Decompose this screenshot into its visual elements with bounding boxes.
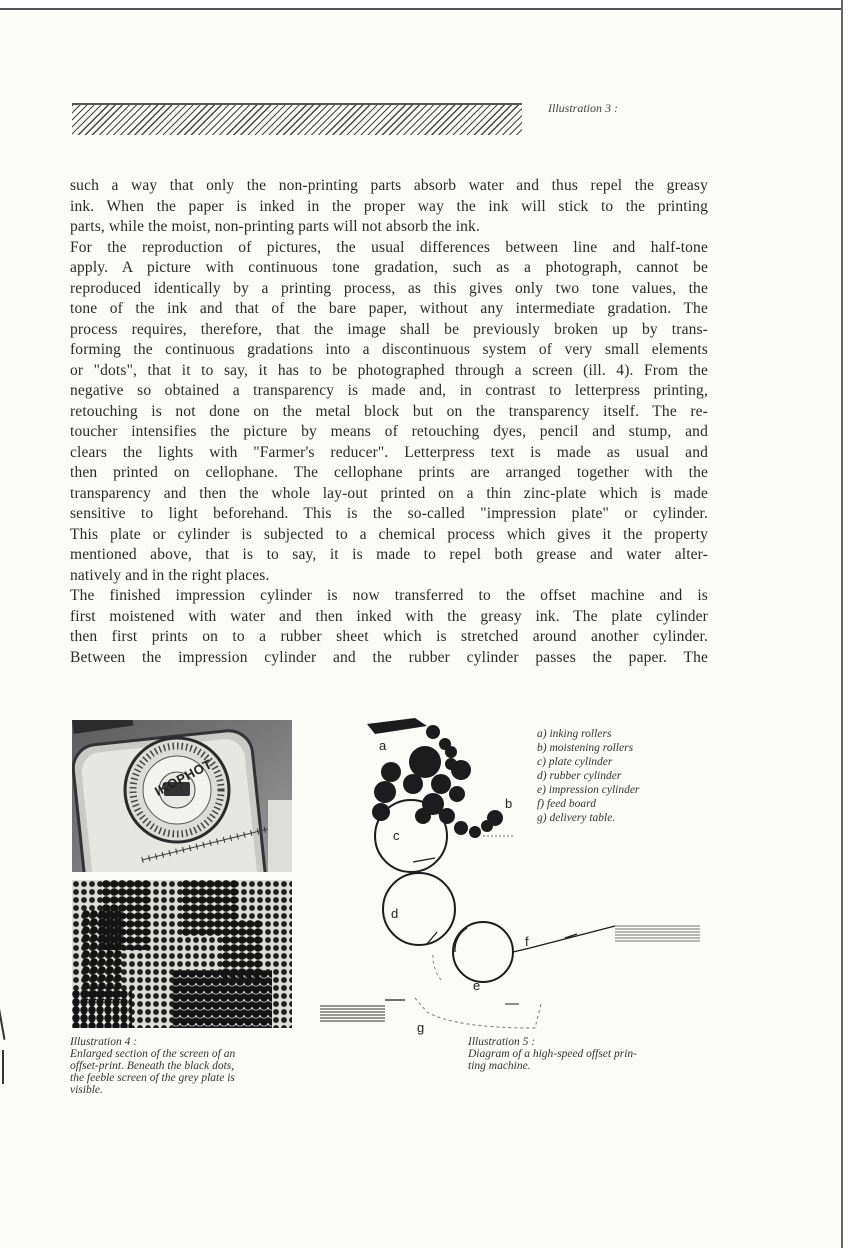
body-line: clears the lights with "Farmer's reducer". Letterpress text is made as usual and: [70, 443, 708, 461]
margin-mark: [0, 1000, 5, 1040]
body-line: such a way that only the non-printing parts absorb water and thus repel the greasy: [70, 177, 708, 194]
body-line: This plate or cylinder is subjected to a chemical process which gives it the property: [70, 525, 708, 543]
body-line: negative so obtained a transparency is made and, in contrast to letterpress printing,: [70, 382, 708, 399]
body-line: Between the impression cylinder and the rubber cylinder passes the paper. The: [70, 648, 708, 666]
body-line: mentioned above, that is to say, it is made to repel both grease and water alter-: [70, 546, 708, 563]
body-line: toucher intensifies the picture by means of retouching dyes, pencil and stump, and: [70, 423, 708, 440]
header-hatched-bar: [72, 103, 522, 135]
diagram-label-a: a: [379, 738, 387, 753]
diagram-label-b: b: [505, 796, 513, 811]
diagram-legend: [537, 727, 639, 825]
diagram-label-f: f: [525, 934, 529, 949]
caption-line: offset-print. Beneath the black dots,: [70, 1060, 235, 1072]
impression-cylinder: [453, 922, 513, 982]
page-right-edge: [841, 0, 853, 1248]
paper-stack-delivery: [320, 1006, 385, 1021]
legend-item: g) delivery table.: [537, 812, 616, 824]
meter-brand-text: IKOPHOT: [152, 756, 215, 799]
body-line: natively and in the right places.: [70, 566, 270, 584]
legend-item: c) plate cylinder: [537, 756, 613, 768]
page-top-edge: [0, 0, 853, 10]
body-line: The finished impression cylinder is now transferred to the offset machine and is: [70, 587, 708, 604]
plate-cylinder: [375, 800, 447, 872]
light-meter-drawing: [72, 720, 292, 872]
body-line: then printed on cellophane. The cellophane prints are arranged together with the: [70, 464, 708, 481]
delivery-path: [415, 998, 541, 1028]
diagram-label-g: g: [417, 1020, 425, 1035]
body-line: retouching is not done on the metal block but on the transparency itself. The re-: [70, 402, 708, 420]
ink-fountain: [367, 718, 427, 734]
body-line: apply. A picture with continuous tone gradation, such as a photograph, cannot be: [70, 259, 708, 276]
body-line: sensitive to light beforehand. This is the so-called "impression plate" or cylinder.: [70, 505, 708, 522]
body-line: parts, while the moist, non-printing parts will not absorb the ink.: [70, 218, 480, 235]
halftone-screen-photo: [72, 880, 292, 1028]
body-line: forming the continuous gradations into a discontinuous system of very small elements: [70, 341, 708, 358]
paper-stack-feed: [615, 926, 700, 941]
body-line: then first prints on to a rubber sheet which is stretched around another cylinder.: [70, 628, 708, 645]
diagram-label-c: c: [393, 828, 400, 843]
body-text: [70, 176, 708, 668]
caption-title: Illustration 5 :: [468, 1036, 536, 1048]
dark-dot-area: [172, 970, 272, 1028]
diagram-label-e: e: [473, 978, 481, 993]
offset-machine-diagram: [315, 712, 715, 1042]
body-line: tone of the ink and that of the bare paper, without any intermediate gradation. The: [70, 300, 708, 317]
body-line: For the reproduction of pictures, the usual differences between line and half-tone: [70, 238, 708, 256]
moistening-rollers: [454, 810, 503, 838]
light-meter-photo: [72, 720, 292, 872]
illustration-4-caption: [70, 1036, 320, 1096]
legend-item: d) rubber cylinder: [537, 770, 622, 782]
legend-item: e) impression cylinder: [537, 784, 640, 796]
body-line: transparency and then the whole lay-out printed on a thin zinc-plate which is made: [70, 484, 708, 502]
illustration-5-caption: [468, 1036, 728, 1072]
legend-item: a) inking rollers: [537, 728, 612, 740]
legend-item: f) feed board: [537, 798, 596, 810]
caption-line: visible.: [70, 1084, 103, 1096]
body-line: first moistened with water and then inked with the greasy ink. The plate cylinder: [70, 607, 708, 625]
body-line: or "dots", that it to say, it has to be photographed through a screen (ill. 4). From the: [70, 361, 708, 379]
dark-dot-area: [72, 990, 132, 1028]
dark-dot-area: [82, 910, 122, 1000]
caption-line: Diagram of a high-speed offset prin-: [468, 1048, 637, 1060]
illustration-3-label: Illustration 3 :: [548, 101, 619, 115]
legend-item: b) moistening rollers: [537, 742, 634, 754]
diagram-label-d: d: [391, 906, 399, 921]
body-line: reproduced identically by a printing process, as this gives only two tone values, the: [70, 279, 708, 297]
margin-mark: [2, 1050, 4, 1084]
caption-line: Enlarged section of the screen of an: [70, 1048, 236, 1060]
caption-title: Illustration 4 :: [70, 1036, 138, 1048]
body-line: ink. When the paper is inked in the proper way the ink will stick to the printing: [70, 197, 708, 215]
caption-line: the feeble screen of the grey plate is: [70, 1072, 235, 1084]
caption-line: ting machine.: [468, 1060, 531, 1072]
body-line: process requires, therefore, that the image shall be previously broken up by trans-: [70, 320, 708, 338]
